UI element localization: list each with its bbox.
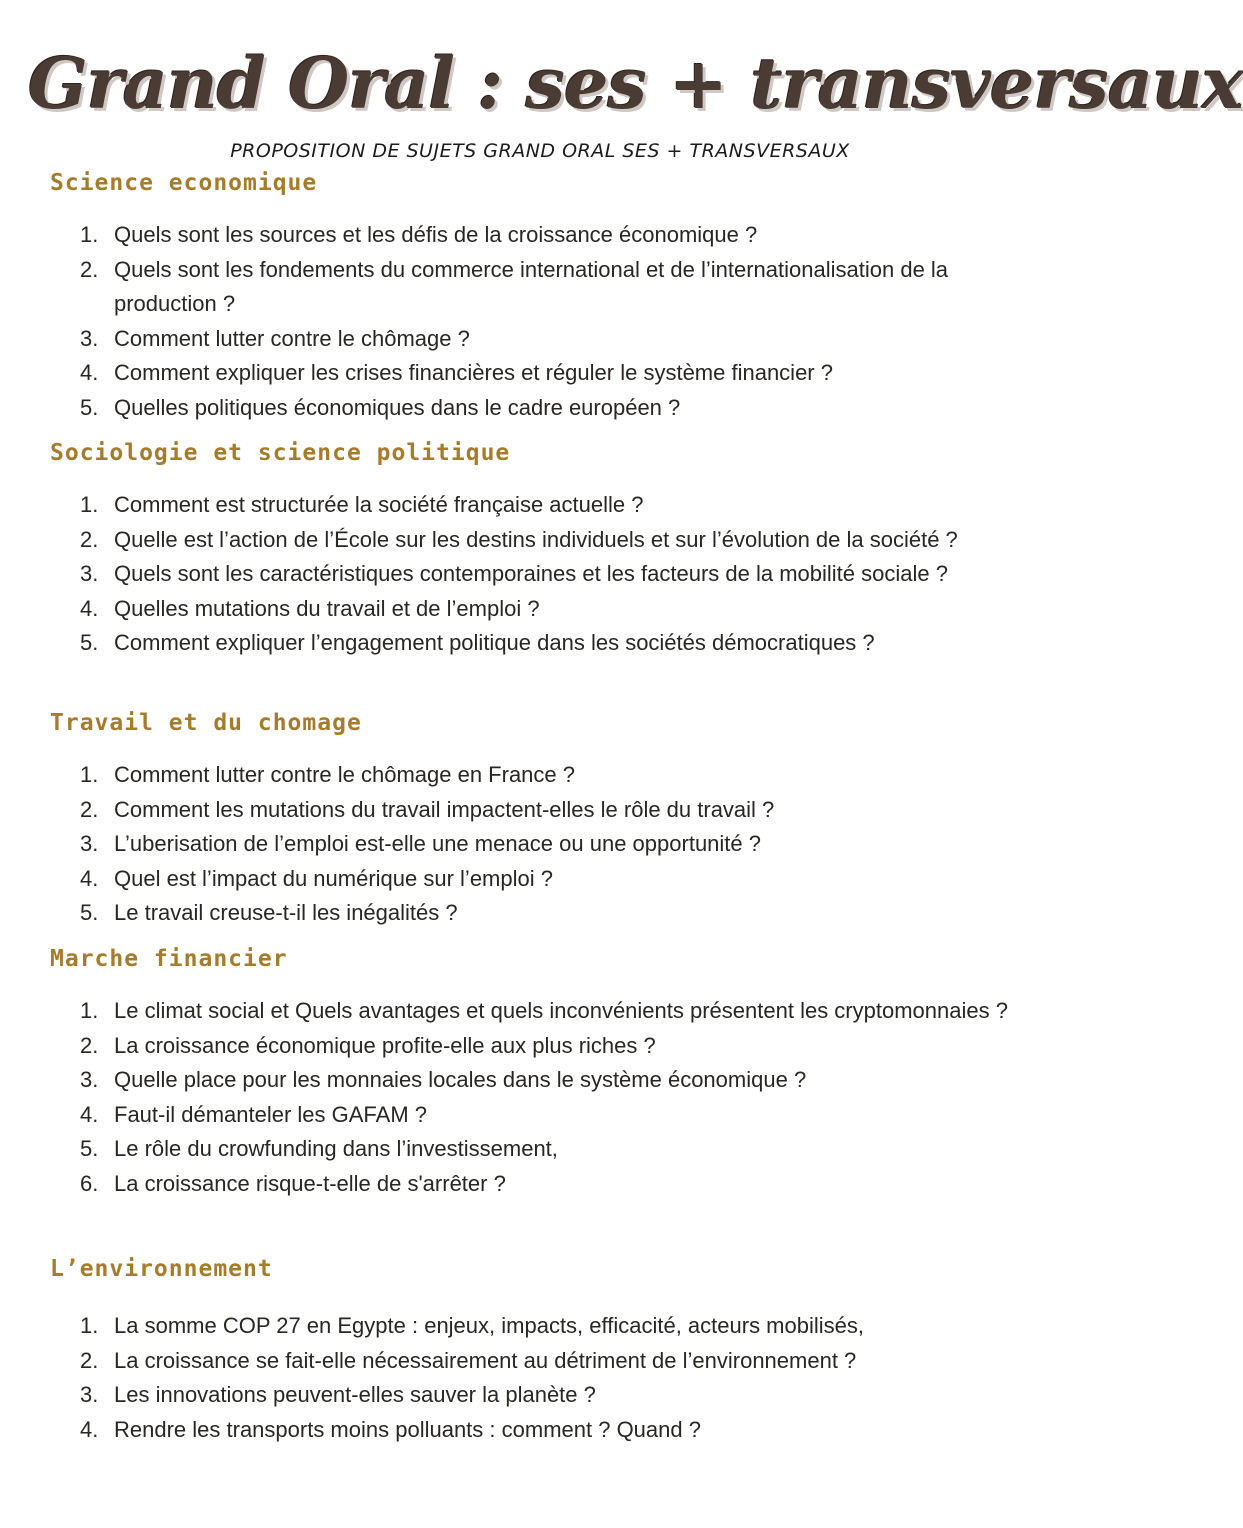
section-heading-science-economique: Science economique	[50, 170, 318, 196]
list-item: 3. Quels sont les caractéristiques contemporaines et les facteurs de la mobilité sociale ?	[80, 561, 948, 586]
list-item: 5. Quelles politiques économiques dans le cadre européen ?	[80, 394, 681, 420]
question-text: Les innovations peuvent-elles sauver la planète ?	[114, 1382, 596, 1407]
question-text: Comment est structurée la société française actuelle ?	[114, 492, 644, 517]
question-text: Quels sont les caractéristiques contemporaines et les facteurs de la mobilité sociale ?	[114, 561, 948, 586]
list-item: 1. Le climat social et Quels avantages et quels inconvénients présentent les cryptomonnaies ?	[80, 998, 1008, 1023]
list-item: 6. La croissance risque-t-elle de s'arrêter ?	[80, 1170, 506, 1196]
question-text: La croissance économique profite-elle aux plus riches ?	[114, 1032, 656, 1058]
question-text: Comment les mutations du travail impactent-elles le rôle du travail ?	[114, 796, 775, 822]
question-text: Comment lutter contre le chômage ?	[114, 325, 470, 351]
question-list-marche-financier	[80, 994, 1020, 1201]
section-heading-marche-financier: Marche financier	[50, 946, 288, 972]
question-list-science-economique	[80, 218, 1020, 425]
list-item: 4. Rendre les transports moins polluants : comment ? Quand ?	[80, 1416, 701, 1442]
list-item: 2. Comment les mutations du travail impactent-elles le rôle du travail ?	[80, 796, 775, 822]
list-item: 4. Comment expliquer les crises financières et réguler le système financier ?	[80, 360, 833, 385]
question-text: La croissance se fait-elle nécessairement au détriment de l’environnement ?	[114, 1347, 857, 1373]
question-list-travail	[80, 758, 1020, 931]
section-heading-travail: Travail et du chomage	[50, 710, 362, 736]
list-item: 1. Comment lutter contre le chômage en France ?	[80, 762, 576, 787]
question-text: Le climat social et Quels avantages et quels inconvénients présentent les cryptomonnaies ?	[114, 998, 1008, 1023]
question-text: La somme COP 27 en Egypte : enjeux, impacts, efficacité, acteurs mobilisés,	[114, 1313, 864, 1338]
question-text: Comment expliquer l’engagement politique dans les sociétés démocratiques ?	[114, 630, 875, 655]
section-heading-sociologie: Sociologie et science politique	[50, 440, 511, 466]
question-text: Quelle est l’action de l’École sur les destins individuels et sur l’évolution de la société ?	[114, 526, 958, 552]
section-heading-environnement: L’environnement	[50, 1256, 273, 1282]
list-item: 2. Quelle est l’action de l’École sur les destins individuels et sur l’évolution de la société ?	[80, 526, 958, 552]
list-item: 3. Comment lutter contre le chômage ?	[80, 325, 470, 351]
question-text: Quelles politiques économiques dans le cadre européen ?	[114, 394, 681, 420]
question-text: La croissance risque-t-elle de s'arrêter ?	[114, 1170, 506, 1196]
list-item: 3. L’uberisation de l’emploi est-elle une menace ou une opportunité ?	[80, 831, 761, 856]
list-item: 2. La croissance économique profite-elle aux plus riches ?	[80, 1032, 656, 1058]
list-item: 2. La croissance se fait-elle nécessairement au détriment de l’environnement ?	[80, 1347, 857, 1373]
list-item: 3. Quelle place pour les monnaies locales dans le système économique ?	[80, 1067, 807, 1092]
list-item: 4. Quel est l’impact du numérique sur l’emploi ?	[80, 865, 553, 891]
page-title: Grand Oral : ses + transversaux	[28, 42, 1243, 125]
list-item: 4. Quelles mutations du travail et de l’emploi ?	[80, 595, 540, 621]
list-item: 5. Le rôle du crowfunding dans l’investissement,	[80, 1136, 558, 1161]
question-text: Comment lutter contre le chômage en France ?	[114, 762, 576, 787]
question-text: Quelle place pour les monnaies locales dans le système économique ?	[114, 1067, 807, 1092]
list-item: 5. Comment expliquer l’engagement politique dans les sociétés démocratiques ?	[80, 630, 875, 655]
page-subtitle: PROPOSITION DE SUJETS GRAND ORAL SES + TRANSVERSAUX	[230, 140, 850, 162]
list-item: 5. Le travail creuse-t-il les inégalités ?	[80, 900, 458, 925]
question-text: Quels sont les sources et les défis de la croissance économique ?	[114, 222, 758, 247]
list-item: 1. La somme COP 27 en Egypte : enjeux, impacts, efficacité, acteurs mobilisés,	[80, 1313, 864, 1338]
question-list-sociologie	[80, 488, 1020, 661]
list-item: 2. Quels sont les fondements du commerce international et de l’internationalisation de la production ?	[80, 256, 949, 316]
list-item: 3. Les innovations peuvent-elles sauver la planète ?	[80, 1382, 596, 1407]
question-text: Faut-il démanteler les GAFAM ?	[114, 1101, 428, 1127]
list-item: 4. Faut-il démanteler les GAFAM ?	[80, 1101, 428, 1127]
question-text: Rendre les transports moins polluants : comment ? Quand ?	[114, 1416, 701, 1442]
question-text: Le rôle du crowfunding dans l’investissement,	[114, 1136, 558, 1161]
question-text: Quels sont les fondements du commerce international et de l’internationalisation de la production ?	[114, 256, 949, 316]
list-item: 1. Comment est structurée la société française actuelle ?	[80, 492, 644, 517]
question-text: Quelles mutations du travail et de l’emploi ?	[114, 595, 540, 621]
question-list-environnement	[80, 1309, 1020, 1447]
question-text: L’uberisation de l’emploi est-elle une menace ou une opportunité ?	[114, 831, 761, 856]
question-text: Comment expliquer les crises financières et réguler le système financier ?	[114, 360, 833, 385]
question-text: Quel est l’impact du numérique sur l’emploi ?	[114, 865, 553, 891]
question-text: Le travail creuse-t-il les inégalités ?	[114, 900, 458, 925]
list-item: 1. Quels sont les sources et les défis de la croissance économique ?	[80, 222, 758, 247]
